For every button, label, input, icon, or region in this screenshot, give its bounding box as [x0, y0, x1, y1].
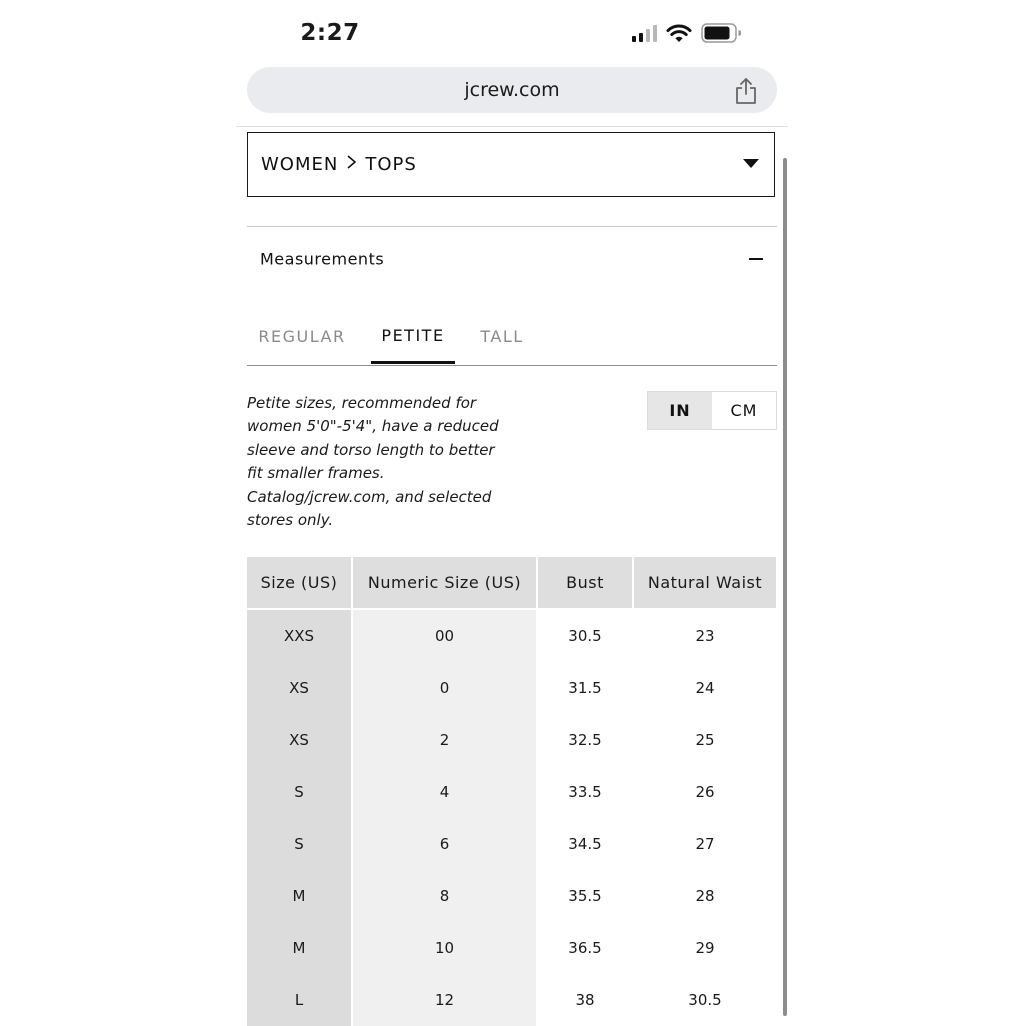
cell-size: S [247, 766, 352, 818]
cell-waist: 28 [633, 870, 776, 922]
cell-bust: 30.5 [537, 609, 633, 662]
cell-waist: 29 [633, 922, 776, 974]
table-row [247, 870, 776, 922]
battery-icon [701, 23, 741, 43]
header-numeric-size: Numeric Size (US) [352, 557, 537, 609]
measurements-title[interactable]: Measurements [260, 249, 385, 269]
wifi-icon [666, 23, 692, 43]
table-row [247, 714, 776, 766]
header-natural-waist: Natural Waist [633, 557, 776, 609]
unit-toggle [647, 391, 777, 430]
cell-bust: 32.5 [537, 714, 633, 766]
petite-description: Petite sizes, recommended for women 5'0"-5'4", have a reduced sleeve and torso length to better fit smaller frames. Catalog/jcrew.com, and selected stores only. [247, 394, 499, 530]
scrollbar[interactable] [783, 158, 787, 1016]
table-row [247, 974, 776, 1026]
signal-icon [632, 24, 657, 42]
url-text: jcrew.com [464, 79, 560, 101]
cell-bust: 36.5 [537, 922, 633, 974]
category-breadcrumb-select[interactable] [247, 132, 775, 197]
cell-waist: 27 [633, 818, 776, 870]
cell-bust: 33.5 [537, 766, 633, 818]
table-row [247, 818, 776, 870]
tab-petite[interactable]: PETITE [371, 310, 455, 364]
header-bust: Bust [537, 557, 633, 609]
cell-waist: 23 [633, 609, 776, 662]
cell-numeric: 00 [352, 609, 537, 662]
cell-numeric: 2 [352, 714, 537, 766]
table-row [247, 609, 776, 662]
dropdown-caret-icon [743, 159, 759, 168]
cell-bust: 31.5 [537, 662, 633, 714]
cell-waist: 24 [633, 662, 776, 714]
cell-size: XS [247, 714, 352, 766]
unit-in-button[interactable]: IN [648, 392, 712, 429]
status-icons [632, 20, 741, 46]
cell-numeric: 12 [352, 974, 537, 1026]
table-row [247, 662, 776, 714]
chevron-right-icon [346, 154, 357, 175]
breadcrumb-women: WOMEN [261, 154, 339, 175]
unit-cm-button[interactable]: CM [730, 401, 758, 420]
collapse-minus-icon[interactable] [749, 258, 763, 260]
tab-tall[interactable]: TALL [480, 327, 524, 346]
table-header-row [247, 557, 776, 609]
cell-size: M [247, 870, 352, 922]
cell-numeric: 6 [352, 818, 537, 870]
breadcrumb-tops: TOPS [365, 154, 417, 175]
cell-size: XS [247, 662, 352, 714]
cell-size: XXS [247, 609, 352, 662]
table-row [247, 766, 776, 818]
cell-bust: 38 [537, 974, 633, 1026]
table-row [247, 922, 776, 974]
cell-bust: 35.5 [537, 870, 633, 922]
tab-regular[interactable]: REGULAR [258, 327, 346, 346]
cell-numeric: 4 [352, 766, 537, 818]
cell-bust: 34.5 [537, 818, 633, 870]
cell-waist: 30.5 [633, 974, 776, 1026]
cell-numeric: 10 [352, 922, 537, 974]
cell-size: L [247, 974, 352, 1026]
fit-tabs [247, 310, 777, 366]
cell-numeric: 0 [352, 662, 537, 714]
size-chart-table [247, 557, 776, 1026]
browser-divider [236, 126, 788, 127]
url-bar[interactable] [247, 67, 777, 113]
cell-waist: 25 [633, 714, 776, 766]
cell-size: S [247, 818, 352, 870]
status-time: 2:27 [300, 20, 360, 46]
cell-waist: 26 [633, 766, 776, 818]
share-icon[interactable] [733, 77, 759, 105]
section-divider [247, 226, 777, 227]
cell-numeric: 8 [352, 870, 537, 922]
cell-size: M [247, 922, 352, 974]
header-size: Size (US) [247, 557, 352, 609]
